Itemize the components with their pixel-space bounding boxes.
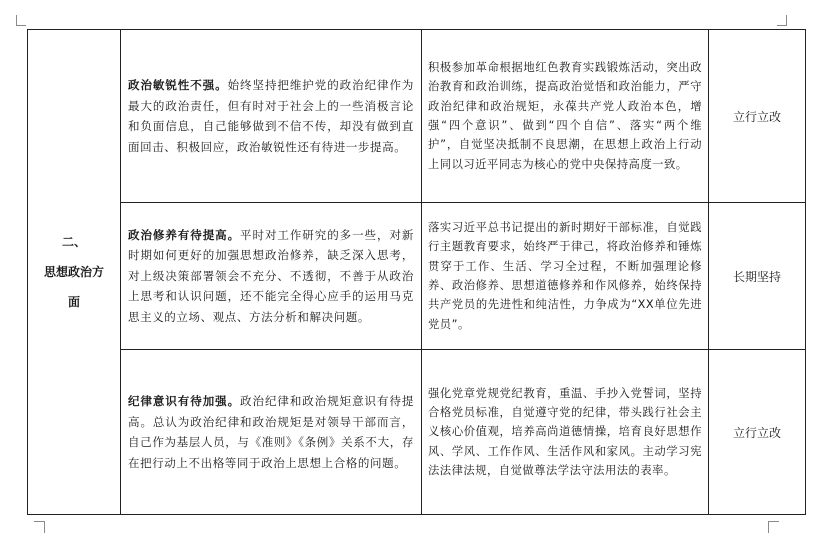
crop-mark-top-left (16, 15, 17, 25)
measure-text: 落实习近平总书记提出的新时期好干部标准，自觉践行主题教育要求，始终严于律己，将政治修养和锤炼贯穿于工作、生活、学习全过程，不断加强理论修养、政治修养、思想道德修养和作风修养，始终保持共产党员的先进性和纯洁性，力争成为“XX单位先进党员”。 (428, 221, 702, 331)
status-text: 长期坚持 (732, 269, 781, 284)
issue-heading: 纪律意识有待加强。 (128, 394, 241, 408)
measure-cell (422, 350, 709, 515)
issue-body: 政治纪律和政治规矩意识有待提高。总认为政治纪律和政治规矩是对领导干部而言，自己作为基层人员，与《准则》《条例》关系不大，存在把行动上不出格等同于政治上思想上合格的问题。 (128, 394, 414, 470)
rectification-table (27, 29, 806, 515)
measure-cell (422, 203, 709, 350)
table-row (28, 203, 806, 350)
status-text: 立行立改 (732, 425, 781, 440)
status-cell (709, 203, 806, 350)
issue-cell (121, 30, 422, 203)
issue-body: 始终坚持把维护党的政治纪律作为最大的政治责任，但有时对于社会上的一些消极言论和负面信息，自己能够做到不信不传，却没有做到直面回击、积极回应，政治敏锐性还有待进一步提高。 (128, 78, 414, 154)
issue-cell (121, 350, 422, 515)
table-row (28, 30, 806, 203)
crop-mark-top-right (777, 25, 787, 26)
category-number: 二、 (61, 235, 86, 249)
crop-mark-top-left (16, 25, 26, 26)
measure-cell (422, 30, 709, 203)
measure-text: 积极参加革命根据地红色教育实践锻炼活动，突出政治教育和政治训练，提高政治觉悟和政治能力，严守政治纪律和政治规矩，永葆共产党人政治本色，增强“四个意识”、做到“四个自信”、落实“两个维护”，自觉坚决抵制不良思潮，在思想上政治上行动上同以习近平同志为核心的党中央保持高度一致。 (428, 61, 702, 171)
issue-body: 平时对工作研究的多一些，对新时期如何更好的加强思想政治修养，缺乏深入思考，对上级决策部署领会不充分、不透彻，不善于从政治上思考和认识问题，还不能完全得心应手的运用马克思主义的立场、观点、方法分析和解决问题。 (128, 227, 414, 324)
category-title-line2: 面 (67, 295, 80, 309)
crop-mark-top-right (786, 15, 787, 25)
status-cell (709, 30, 806, 203)
table-row (28, 350, 806, 515)
issue-cell (121, 203, 422, 350)
crop-mark-bottom-left (44, 521, 45, 533)
issue-heading: 政治敏锐性不强。 (128, 78, 228, 92)
status-text: 立行立改 (732, 109, 781, 124)
issue-heading: 政治修养有待提高。 (128, 227, 241, 242)
crop-mark-bottom-right (768, 521, 769, 533)
category-cell (28, 30, 121, 515)
status-cell (709, 350, 806, 515)
measure-text: 强化党章党规党纪教育，重温、手抄入党誓词，坚持合格党员标准，自觉遵守党的纪律，带头践行社会主义核心价值观，培养高尚道德情操，培育良好思想作风、学风、工作作风、生活作风和家风。主动学习宪法法律法规，自觉做尊法学法守法用法的表率。 (428, 386, 702, 477)
crop-mark-bottom-left (34, 521, 44, 522)
crop-mark-bottom-right (769, 521, 779, 522)
category-title-line1: 思想政治方 (43, 265, 104, 279)
